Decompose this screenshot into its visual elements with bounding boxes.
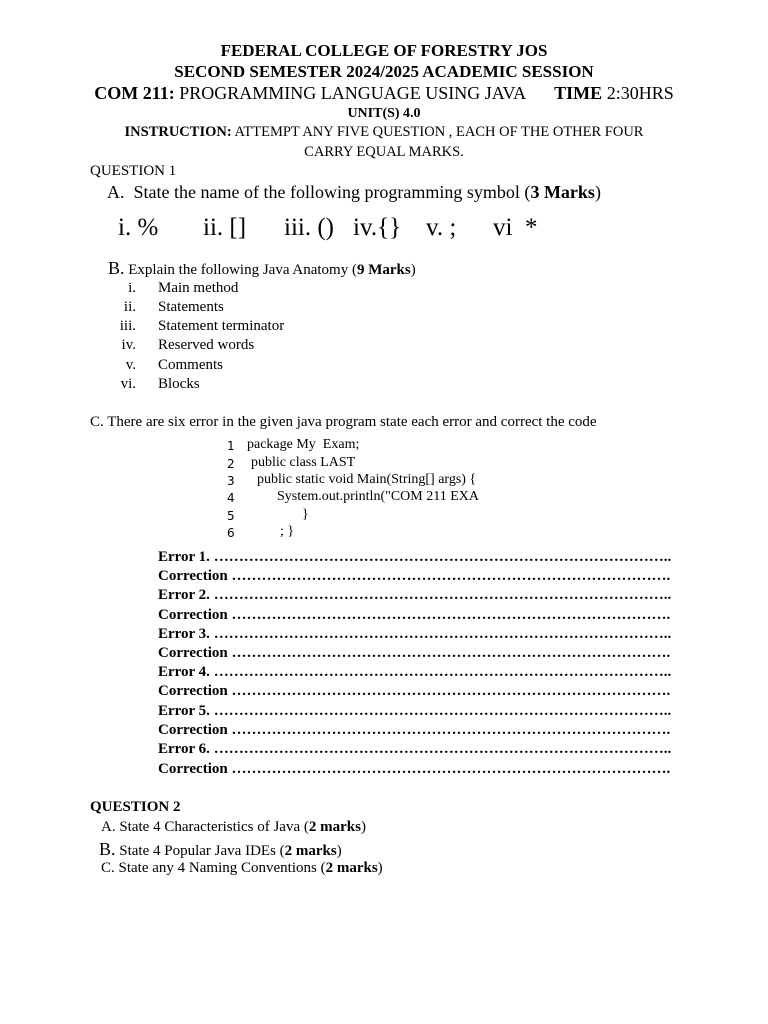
q2-a-close: ) [360,819,366,835]
question-2-title: QUESTION 2 [90,799,181,815]
time-value: 2:30HRS [606,83,674,103]
session-title: SECOND SEMESTER 2024/2025 ACADEMIC SESSION [174,62,594,81]
q2-b-close: ) [336,843,342,859]
course-line [0,83,768,104]
list-item-number: i. [128,280,136,296]
q2-b-marks: 2 marks [284,843,337,859]
error-label: Error 5. [158,703,210,719]
correction-label: Correction [158,645,228,661]
q1-a-letter: A. [107,182,125,202]
error-line[interactable] [158,549,671,566]
list-item-number: v. [125,357,136,373]
q2-c-text: State any 4 Naming Conventions ( [118,860,326,876]
answer-dots: ……………………………………………………………………………….. [209,703,672,719]
answer-dots: ……………………………………………………………………………….. [209,587,672,603]
error-label: Error 4. [158,664,210,680]
list-item-number: vi. [120,376,136,392]
q1-part-a [107,182,601,203]
code-line: package My Exam; [247,437,360,452]
answer-dots: ……………………………………………………………………………….. [209,741,672,757]
question-1-title: QUESTION 1 [90,163,177,179]
q2-c-close: ) [377,860,383,876]
code-line-number: 4 [227,491,235,505]
q1-part-b [108,258,416,279]
q2-part-a [101,819,366,836]
error-label: Error 6. [158,741,210,757]
q1-b-close: ) [410,262,416,278]
answer-dots: ……………………………………………………………………………….. [209,549,672,565]
q2-b-letter: B. [99,839,116,859]
list-item-number: ii. [123,299,136,315]
q2-a-letter: A. [101,819,116,835]
list-item: Blocks [158,376,200,392]
code-line: System.out.println("COM 211 EXA [277,489,479,504]
college-name: FEDERAL COLLEGE OF FORESTRY JOS [220,41,548,60]
correction-line[interactable] [158,607,670,624]
answer-dots: ……………………………………………………………………………. [227,683,671,699]
instruction-text: ATTEMPT ANY FIVE QUESTION , EACH OF THE OTHER FOUR [234,124,644,140]
code-line-number: 2 [227,457,235,471]
answer-dots: ……………………………………………………………………………. [227,607,671,623]
correction-label: Correction [158,761,228,777]
answer-dots: ……………………………………………………………………………. [227,761,671,777]
symbol-item: vi * [493,214,538,241]
q1-a-text: State the name of the following programming symbol ( [133,182,531,202]
code-line-number: 5 [227,509,235,523]
correction-line[interactable] [158,568,670,585]
error-line[interactable] [158,587,671,604]
answer-dots: ……………………………………………………………………………. [227,645,671,661]
error-label: Error 3. [158,626,210,642]
code-line-number: 1 [227,439,235,453]
list-item-number: iv. [121,337,136,353]
course-title: PROGRAMMING LANGUAGE USING JAVA [179,83,526,103]
error-line[interactable] [158,664,671,681]
list-item: Statements [158,299,224,315]
error-label: Error 1. [158,549,210,565]
list-item: Reserved words [158,337,255,353]
instruction-line-2: CARRY EQUAL MARKS. [304,144,464,160]
correction-line[interactable] [158,645,670,662]
symbol-item: iv.{} [353,214,402,241]
correction-line[interactable] [158,761,670,778]
answer-dots: ……………………………………………………………………………. [227,568,671,584]
instruction-line-1 [0,124,768,141]
q1-b-letter: B. [108,258,125,278]
correction-line[interactable] [158,683,670,700]
q2-part-b [99,839,342,860]
q1-a-marks: 3 Marks [530,182,595,202]
symbol-item: iii. () [284,214,334,241]
q1-b-marks: 9 Marks [356,262,411,278]
course-code: COM 211: [94,83,175,103]
correction-label: Correction [158,568,228,584]
list-item: Main method [158,280,239,296]
q1-a-close: ) [594,182,601,202]
error-line[interactable] [158,741,671,758]
q2-c-marks: 2 marks [325,860,378,876]
code-line: public static void Main(String[] args) { [257,472,477,487]
correction-label: Correction [158,607,228,623]
correction-label: Correction [158,722,228,738]
instruction-label: INSTRUCTION: [124,124,232,140]
q2-b-text: State 4 Popular Java IDEs ( [119,843,285,859]
correction-label: Correction [158,683,228,699]
symbol-item: i. % [118,214,159,241]
code-line-number: 6 [227,526,235,540]
list-item: Statement terminator [158,318,285,334]
q2-part-c [101,860,383,877]
error-line[interactable] [158,703,671,720]
code-line-number: 3 [227,474,235,488]
error-line[interactable] [158,626,671,643]
list-item: Comments [158,357,224,373]
units: UNIT(S) 4.0 [347,106,421,121]
list-item-number: iii. [119,318,136,334]
q1-b-text: Explain the following Java Anatomy ( [128,262,357,278]
error-label: Error 2. [158,587,210,603]
answer-dots: ……………………………………………………………………………….. [209,664,672,680]
code-line: ; } [280,524,295,539]
q2-a-marks: 2 marks [308,819,361,835]
code-line: } [302,507,309,522]
answer-dots: ……………………………………………………………………………….. [209,626,672,642]
answer-dots: ……………………………………………………………………………. [227,722,671,738]
symbol-item: ii. [] [203,214,247,241]
code-line: public class LAST [251,455,356,470]
q2-a-text: State 4 Characteristics of Java ( [119,819,309,835]
symbol-item: v. ; [426,214,457,241]
correction-line[interactable] [158,722,670,739]
time-label: TIME [554,83,603,103]
q1-part-c: C. There are six error in the given java program state each error and correct the code [90,414,597,430]
q2-c-letter: C. [101,860,115,876]
